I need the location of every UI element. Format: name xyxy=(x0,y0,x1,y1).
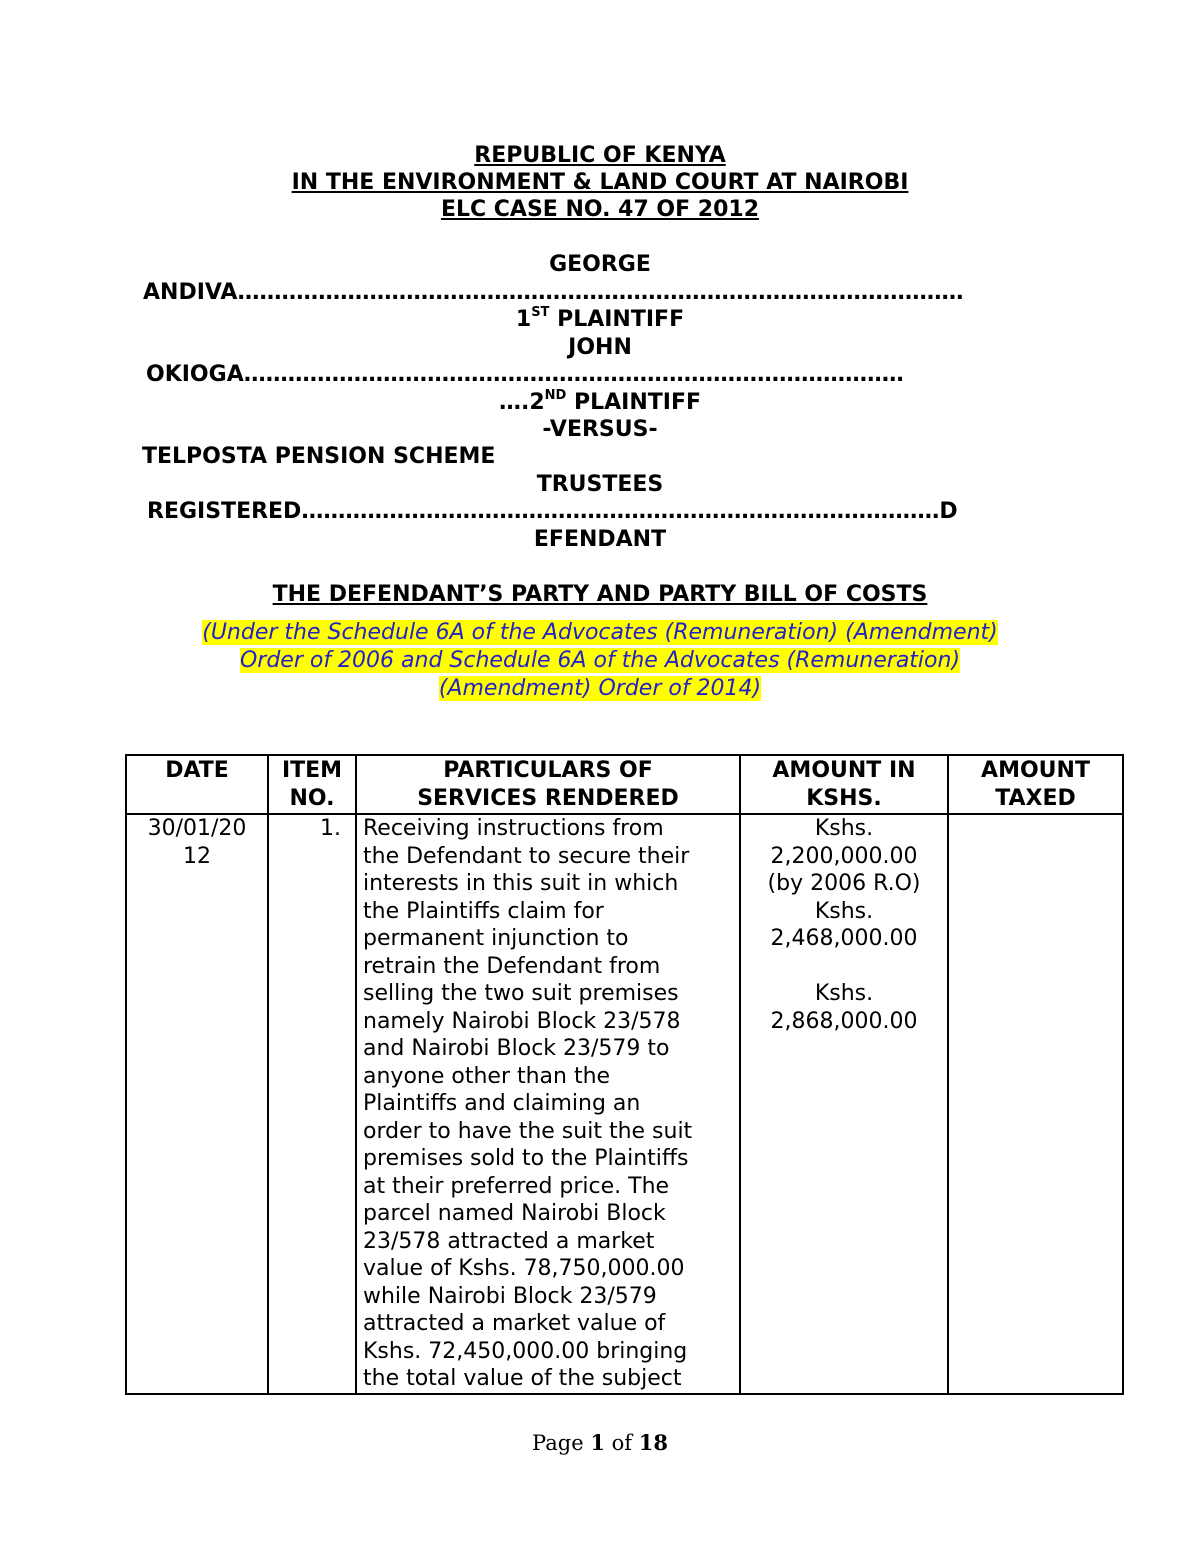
plaintiff1-role: 1ST PLAINTIFF xyxy=(515,304,685,332)
header-amount: AMOUNT IN KSHS. xyxy=(740,755,948,814)
defendant-trustees: TRUSTEES xyxy=(536,472,664,497)
row-particulars: Receiving instructions from the Defendant to secure their interests in this suit in which the Plaintiffs claim for permanent injunction to retrain the Defendant from selling the two suit premises namely Nairobi Block 23/578 and Nairobi Block 23/579 to anyone other than the Plaintiffs and claiming an order to have the suit the suit premises sold to the Plaintiffs at their preferred price. The parcel named Nairobi Block 23/578 attracted a market value of Kshs. 78,750,000.00 while Nairobi Block 23/579 attracted a market value of Kshs. 72,450,000.00 bringing the total value of the subject xyxy=(356,814,740,1394)
header-date: DATE xyxy=(126,755,268,814)
bill-subtitle-line-2: Order of 2006 and Schedule 6A of the Advocates (Remuneration) xyxy=(239,648,961,673)
plaintiff2-first-name: JOHN xyxy=(568,335,632,360)
plaintiff2-surname-line: OKIOGA……………………………………………………………………………… xyxy=(146,362,904,387)
heading-republic: REPUBLIC OF KENYA xyxy=(474,143,726,168)
plaintiff1-surname-line: ANDIVA……………………………………………………………………………………… xyxy=(143,280,964,305)
bill-of-costs-table xyxy=(125,754,1124,1395)
row-item-no: 1. xyxy=(268,814,356,1394)
page-footer: Page 1 of 18 xyxy=(532,1430,668,1455)
row-date: 30/01/20 12 xyxy=(126,814,268,1394)
heading-case-no: ELC CASE NO. 47 OF 2012 xyxy=(440,197,760,222)
bill-subtitle-line-3: (Amendment) Order of 2014) xyxy=(438,676,762,701)
defendant-registered-line: REGISTERED……………………………………………………………………………D xyxy=(147,499,958,524)
plaintiff1-first-name: GEORGE xyxy=(549,252,651,277)
bill-title: THE DEFENDANT’S PARTY AND PARTY BILL OF COSTS xyxy=(272,582,928,607)
table-row xyxy=(126,814,1123,1394)
plaintiff2-role: ….2ND PLAINTIFF xyxy=(498,387,702,415)
header-particulars: PARTICULARS OF SERVICES RENDERED xyxy=(356,755,740,814)
row-amount: Kshs. 2,200,000.00 (by 2006 R.O) Kshs. 2,468,000.00 Kshs. 2,868,000.00 xyxy=(740,814,948,1394)
heading-court: IN THE ENVIRONMENT & LAND COURT AT NAIROBI xyxy=(291,170,909,195)
defendant-name: TELPOSTA PENSION SCHEME xyxy=(142,444,496,469)
defendant-role: EFENDANT xyxy=(533,527,667,552)
versus-label: -VERSUS- xyxy=(542,417,658,442)
table-header-row xyxy=(126,755,1123,814)
bill-subtitle-line-1: (Under the Schedule 6A of the Advocates (Remuneration) (Amendment) xyxy=(202,620,998,645)
header-item-no: ITEM NO. xyxy=(268,755,356,814)
header-amount-taxed: AMOUNT TAXED xyxy=(948,755,1123,814)
row-amount-taxed xyxy=(948,814,1123,1394)
